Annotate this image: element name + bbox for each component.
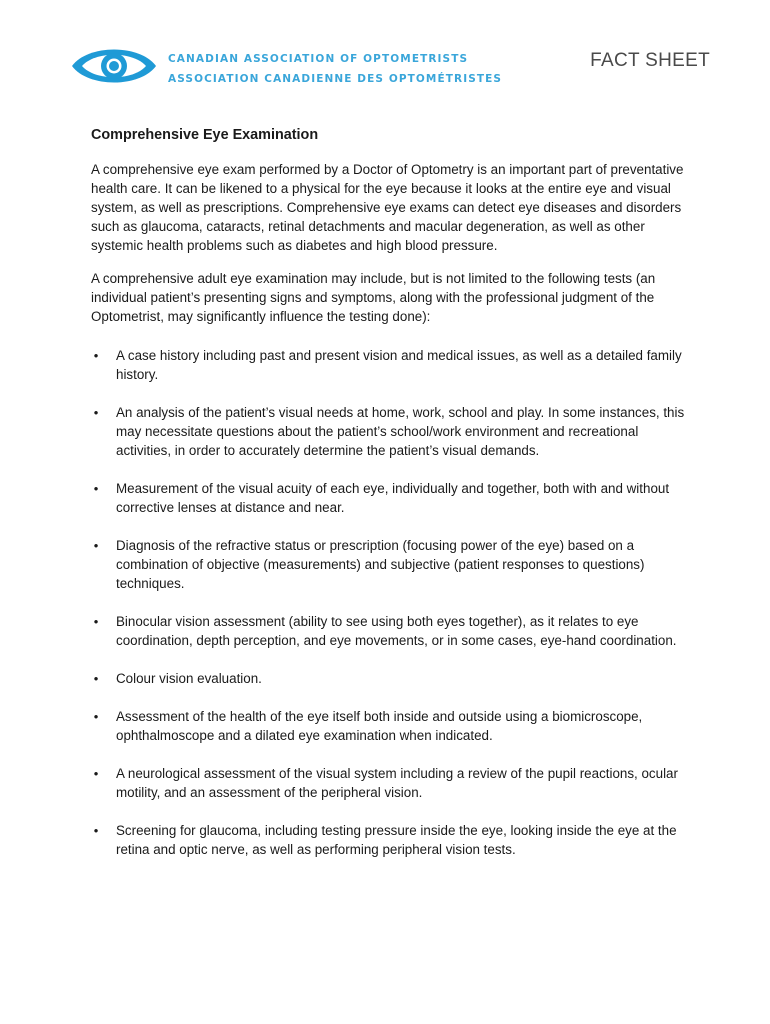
list-item [91, 403, 691, 460]
bullet-icon: • [93, 405, 99, 420]
bullet-icon: • [93, 481, 99, 496]
bullet-icon: • [93, 614, 99, 629]
page-title: Comprehensive Eye Examination [91, 127, 319, 143]
document-type-label: FACT SHEET [590, 50, 710, 71]
list-item [91, 669, 691, 688]
list-item-text: Binocular vision assessment (ability to see using both eyes together), as it relates to eye coordination, depth perception, and eye movements, or in some cases, eye-hand coordination. [116, 614, 677, 648]
bullet-icon: • [93, 538, 99, 553]
list-item [91, 536, 691, 593]
list-item-text: Assessment of the health of the eye itself both inside and outside using a biomicroscope, ophthalmoscope and a dilated eye examination when indicated. [116, 709, 643, 743]
list-item [91, 612, 691, 650]
org-name-english: CANADIAN ASSOCIATION OF OPTOMETRISTS [168, 53, 469, 65]
organization-names [168, 49, 502, 89]
list-item-text: Colour vision evaluation. [116, 671, 262, 686]
list-item [91, 707, 691, 745]
list-item-text: A case history including past and present vision and medical issues, as well as a detailed family history. [116, 348, 682, 382]
header [70, 40, 710, 100]
list-item [91, 479, 691, 517]
tests-intro-paragraph: A comprehensive adult eye examination may include, but is not limited to the following tests (an individual patient’s presenting signs and symptoms, along with the professional judgment of the Optometrist, may significantly influence the testing done): [91, 271, 656, 324]
bullet-icon: • [93, 766, 99, 781]
list-item-text: Screening for glaucoma, including testing pressure inside the eye, looking inside the eye at the retina and optic nerve, as well as performing peripheral vision tests. [116, 823, 677, 857]
bullet-icon: • [93, 671, 99, 686]
bullet-icon: • [93, 823, 99, 838]
main-content [91, 125, 691, 878]
eye-logo-icon [70, 40, 158, 92]
list-item [91, 821, 691, 859]
list-item-text: A neurological assessment of the visual system including a review of the pupil reactions, ocular motility, and an assessment of the peripheral vision. [116, 766, 678, 800]
list-item-text: Measurement of the visual acuity of each eye, individually and together, both with and without corrective lenses at distance and near. [116, 481, 670, 515]
org-name-french: ASSOCIATION CANADIENNE DES OPTOMÉTRISTES [168, 73, 503, 85]
bullet-icon: • [93, 348, 99, 363]
list-item [91, 764, 691, 802]
intro-paragraph: A comprehensive eye exam performed by a Doctor of Optometry is an important part of preventative health care. It can be likened to a physical for the eye because it looks at the entire eye and visual system, as well as prescriptions. Comprehensive eye exams can detect eye diseases and disorders such as glaucoma, cataracts, retinal detachments and macular degeneration, as well as other systemic health problems such as diabetes and high blood pressure. [91, 162, 684, 253]
list-item-text: An analysis of the patient’s visual needs at home, work, school and play. In some instances, this may necessitate questions about the patient’s school/work environment and recreational activities, in order to accurately determine the patient’s visual demands. [116, 405, 685, 458]
list-item [91, 346, 691, 384]
list-item-text: Diagnosis of the refractive status or prescription (focusing power of the eye) based on a combination of objective (measurements) and subjective (patient responses to questions) techniques. [116, 538, 645, 591]
bullet-icon: • [93, 709, 99, 724]
tests-list [91, 346, 691, 859]
